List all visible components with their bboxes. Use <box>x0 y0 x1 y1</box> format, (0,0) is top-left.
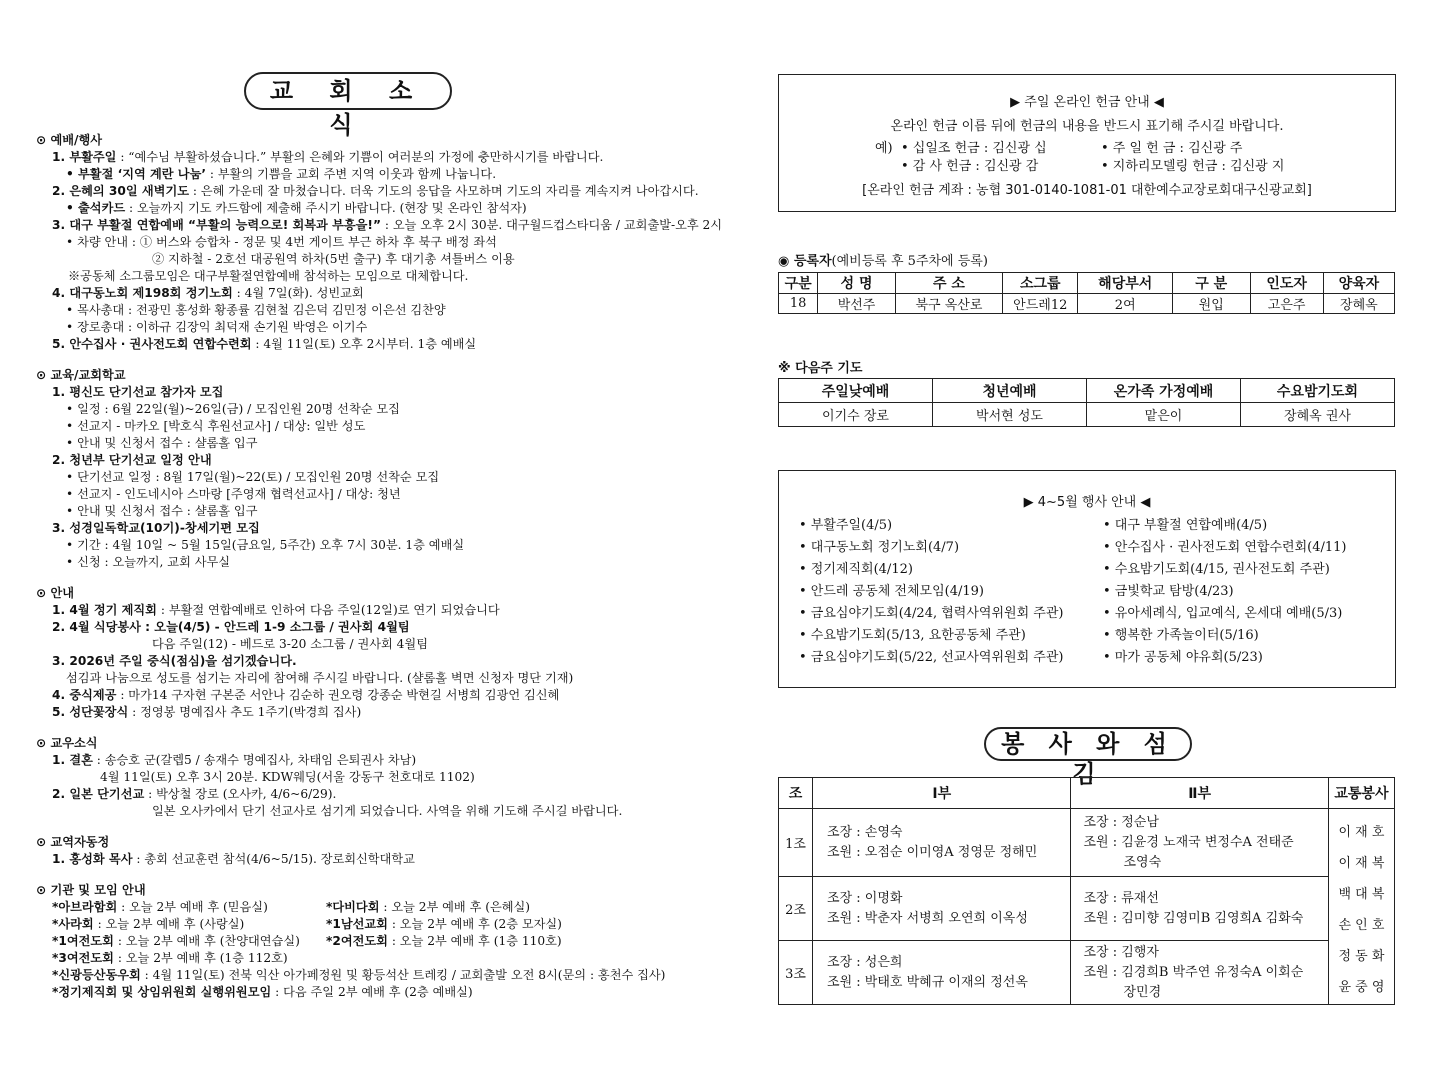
news-item-label: 4. 중식제공 <box>52 688 117 702</box>
news-line <box>36 752 726 769</box>
offering-box <box>778 74 1396 212</box>
news-item-text: : 송승호 군(갈렙5 / 송재수 명예집사, 차태임 은퇴권사 차남) <box>92 753 417 767</box>
news-line <box>36 520 726 537</box>
group-leader: 조장 : 류재선 <box>1083 890 1159 906</box>
event-item: • 수요밤기도회(4/15, 권사전도회 주관) <box>1103 562 1330 577</box>
news-line <box>36 602 726 619</box>
news-item-label: 2. 일본 단기선교 <box>52 787 145 801</box>
org-name: *정기제직회 및 상임위원회 실행위원모임 <box>52 985 272 999</box>
news-item-text: • 일정 : 6월 22일(월)~26일(금) / 모집인원 20명 선착순 모집 <box>66 402 400 416</box>
news-line <box>36 469 726 486</box>
news-item-label: 1. 4월 정기 제직회 <box>52 603 157 617</box>
news-line <box>36 285 726 302</box>
news-line <box>36 435 726 452</box>
news-item-text: • 목사총대 : 전광민 홍성화 황종률 김현철 김은덕 김민정 이은선 김찬양 <box>66 303 446 317</box>
registrant-cell: 장혜옥 <box>1323 294 1394 314</box>
event-item: • 대구 부활절 연합예배(4/5) <box>1103 518 1268 533</box>
group-leader: 조장 : 김행자 <box>1083 944 1159 960</box>
registrant-cell: 원입 <box>1172 294 1250 314</box>
service-row <box>779 809 1395 877</box>
prayer-header: 온가족 가정예배 <box>1087 379 1241 403</box>
news-item-text: : 은혜 가운데 잘 마쳤습니다. 더욱 기도의 응답을 사모하며 기도의 자리를 계속지켜 나아갑시다. <box>188 184 699 198</box>
news-line <box>36 217 726 234</box>
event-item: • 행복한 가족놀이터(5/16) <box>1103 628 1259 643</box>
org-name: *1여전도회 <box>52 934 114 948</box>
section-heading: ⊙ 교역자동정 <box>36 835 110 849</box>
group-members: 조원 : 박춘자 서병희 오연희 이옥성 <box>827 910 1028 926</box>
news-line <box>36 418 726 435</box>
news-item-text: • 안내 및 신청서 접수 : 샬롬홀 입구 <box>66 504 258 518</box>
registrant-cell: 고은주 <box>1250 294 1323 314</box>
offering-prefix: 예) <box>875 141 893 156</box>
org-info: : 오늘 2부 예배 후 (찬양대연습실) <box>113 934 300 948</box>
org-info: : 오늘 2부 예배 후 (2층 모자실) <box>387 917 562 931</box>
service-header: Ⅱ부 <box>1071 778 1328 809</box>
section-heading: ⊙ 교육/교회학교 <box>36 368 126 382</box>
org-info: : 오늘 2부 예배 후 (믿음실) <box>117 900 268 914</box>
registrant-title: ◉ 등록자 <box>778 254 832 269</box>
news-item-label: 4. 대구동노회 제198회 정기노회 <box>52 286 233 300</box>
offering-example: • 십일조 헌금 : 김신광 십 <box>901 141 1047 156</box>
org-info: : 오늘 2부 예배 후 (은혜실) <box>379 900 531 914</box>
service-row <box>779 877 1395 941</box>
event-item: • 금요심야기도회(4/24, 협력사역위원회 주관) <box>799 606 1064 621</box>
news-line <box>36 302 726 319</box>
org-name: *다비다회 <box>326 900 380 914</box>
prayer-header: 청년예배 <box>933 379 1087 403</box>
news-item-text: : 정영봉 명예집사 추도 1주기(박경희 집사) <box>128 705 362 719</box>
news-item-label: • 부활절 ‘지역 계란 나눔’ <box>66 167 206 181</box>
news-item-text: 다음 주일(12) - 베드로 3-20 소그룹 / 권사회 4월팀 <box>152 637 428 651</box>
service-header: 교통봉사 <box>1328 778 1394 809</box>
news-item-label: 5. 성단꽃장식 <box>52 705 129 719</box>
group-members: 조영숙 <box>1123 854 1162 870</box>
traffic-service <box>1328 809 1394 1005</box>
news-line <box>36 268 726 285</box>
prayer-header: 주일낮예배 <box>779 379 933 403</box>
section-heading: ⊙ 안내 <box>36 586 75 600</box>
event-item: • 대구동노회 정기노회(4/7) <box>799 540 960 555</box>
event-item: • 정기제직회(4/12) <box>799 562 913 577</box>
group-leader: 조장 : 손영숙 <box>827 824 903 840</box>
org-name: *아브라함회 <box>52 900 118 914</box>
org-entry <box>52 900 268 914</box>
service-row <box>779 941 1395 1005</box>
news-item-text: : 부활절 연합예배로 인하여 다음 주일(12일)로 연기 되었습니다 <box>156 603 500 617</box>
registrant-header: 해당부서 <box>1078 273 1173 294</box>
event-item: • 수요밤기도회(5/13, 요한공동체 주관) <box>799 628 1026 643</box>
service-part1 <box>813 877 1071 941</box>
event-item: • 안수집사 · 권사전도회 연합수련회(4/11) <box>1103 540 1347 555</box>
service-group: 3조 <box>779 941 813 1005</box>
registrant-cell: 박선주 <box>818 294 896 314</box>
news-line <box>36 401 726 418</box>
news-line <box>36 554 726 571</box>
news-line <box>36 537 726 554</box>
org-info: : 오늘 2부 예배 후 (사랑실) <box>93 917 245 931</box>
event-item: • 마가 공동체 야유회(5/23) <box>1103 650 1263 665</box>
news-line <box>36 486 726 503</box>
news-line <box>36 769 726 786</box>
news-item-text: • 신청 : 오늘까지, 교회 사무실 <box>66 555 231 569</box>
section-heading: ⊙ 기관 및 모임 안내 <box>36 883 146 897</box>
service-title: 봉 사 와 섬 김 <box>984 727 1192 761</box>
news-item-text: • 장로총대 : 이하규 김장익 최덕재 손기원 박영은 이기수 <box>66 320 368 334</box>
registrant-cell: 2여 <box>1078 294 1173 314</box>
org-entry <box>52 934 300 948</box>
news-item-label: 1. 부활주일 <box>52 150 117 164</box>
event-item: • 금빛학교 탐방(4/23) <box>1103 584 1234 599</box>
org-name: *3여전도회 <box>52 951 114 965</box>
org-row <box>36 916 726 933</box>
offering-account: [온라인 헌금 계좌 : 농협 301-0140-1081-01 대한예수교장로회대구신광교회] <box>862 183 1312 198</box>
news-line <box>36 384 726 401</box>
news-item-label: 3. 대구 부활절 연합예배 “부활의 능력으로! 회복과 부흥을!” <box>52 218 381 232</box>
org-row <box>36 933 726 950</box>
offering-line: 온라인 헌금 이름 뒤에 헌금의 내용을 반드시 표기해 주시길 바랍니다. <box>890 119 1284 134</box>
events-right-column <box>1103 515 1346 669</box>
news-item-text: 섬김과 나눔으로 성도를 섬기는 자리에 참여해 주시길 바랍니다. (샬롬홀 벽면 신청자 명단 기재) <box>66 671 574 685</box>
org-entry <box>326 899 530 916</box>
news-line <box>36 704 726 721</box>
event-item: • 부활주일(4/5) <box>799 518 893 533</box>
news-item-text: ② 지하철 - 2호선 대공원역 하차(5번 출구) 후 대기총 셔틀버스 이용 <box>152 252 515 266</box>
traffic-name: 윤 중 영 <box>1338 980 1385 995</box>
news-item-text: : 박상철 장로 (오사카, 4/6~6/29). <box>144 787 337 801</box>
org-row <box>36 950 726 967</box>
service-part2 <box>1071 877 1328 941</box>
news-line <box>36 336 726 353</box>
prayer-table <box>778 378 1395 427</box>
news-item-label: 3. 2026년 주일 중식(점심)을 섬기겠습니다. <box>52 654 297 668</box>
org-name: *사라회 <box>52 917 94 931</box>
news-item-label: 1. 평신도 단기선교 참가자 모집 <box>52 385 224 399</box>
news-line <box>36 166 726 183</box>
news-line <box>36 234 726 251</box>
news-item-label: 2. 청년부 단기선교 일정 안내 <box>52 453 212 467</box>
news-line <box>36 851 726 868</box>
news-line <box>36 251 726 268</box>
service-header: 조 <box>779 778 813 809</box>
events-box <box>778 470 1396 688</box>
group-members: 조원 : 김경희B 박주연 유정숙A 이회순 <box>1083 964 1304 980</box>
prayer-cell: 맡은이 <box>1087 403 1241 427</box>
section-heading: ⊙ 교우소식 <box>36 736 98 750</box>
news-line <box>36 503 726 520</box>
service-group: 1조 <box>779 809 813 877</box>
traffic-name: 정 동 화 <box>1338 949 1385 964</box>
registrant-header: 구 분 <box>1172 273 1250 294</box>
news-item-label: 1. 결혼 <box>52 753 93 767</box>
event-item: • 유아세례식, 입교예식, 온세대 예배(5/3) <box>1103 606 1343 621</box>
news-item-label: 3. 성경일독학교(10기)-창세기편 모집 <box>52 521 260 535</box>
org-name: *2여전도회 <box>326 934 388 948</box>
traffic-name: 백 대 복 <box>1338 887 1385 902</box>
prayer-title: ※ 다음주 기도 <box>778 361 863 376</box>
group-leader: 조장 : 성은희 <box>827 954 903 970</box>
events-left-column <box>799 515 1063 669</box>
news-line <box>36 786 726 803</box>
news-item-label: 1. 홍성화 목사 <box>52 852 133 866</box>
service-header: Ⅰ부 <box>813 778 1071 809</box>
registrant-cell: 18 <box>779 294 818 314</box>
service-part2 <box>1071 809 1328 877</box>
org-entry <box>326 933 562 950</box>
news-line <box>36 687 726 704</box>
offering-title: ▶ 주일 온라인 헌금 안내 ◀ <box>1010 95 1164 110</box>
news-item-text: • 차량 안내 : ① 버스와 승합차 - 정문 및 4번 게이트 부근 하차 후 북구 배정 좌석 <box>66 235 497 249</box>
news-line <box>36 803 726 820</box>
offering-example: • 주 일 헌 금 : 김신광 주 <box>1101 141 1243 156</box>
org-entry <box>326 916 562 933</box>
prayer-cell: 장혜옥 권사 <box>1241 403 1395 427</box>
traffic-name: 이 재 호 <box>1338 825 1385 840</box>
registrant-header: 주 소 <box>895 273 1002 294</box>
news-item-text: 일본 오사카에서 단기 선교사로 섬기게 되었습니다. 사역을 위해 기도해 주시길 바랍니다. <box>152 804 623 818</box>
service-table <box>778 777 1395 1005</box>
news-item-text: ※공동체 소그룹모임은 대구부활절연합예배 참석하는 모임으로 대체합니다. <box>68 269 469 283</box>
org-info: : 오늘 2부 예배 후 (1층 112호) <box>113 951 288 965</box>
news-item-text: : 4월 7일(화). 성빈교회 <box>232 286 364 300</box>
traffic-name: 이 재 복 <box>1338 856 1385 871</box>
news-item-label: 2. 4월 식당봉사 : 오늘(4/5) - 안드레 1-9 소그룹 / 권사회 4월팀 <box>52 620 410 634</box>
news-item-text: : 오늘까지 기도 카드함에 제출해 주시기 바랍니다. (현장 및 온라인 참석자) <box>125 201 527 215</box>
news-item-text: : 부활의 기쁨을 교회 주변 지역 이웃과 함께 나눕니다. <box>205 167 497 181</box>
org-row <box>36 967 726 984</box>
group-leader: 조장 : 이명화 <box>827 890 903 906</box>
group-members: 조원 : 오점순 이미영A 정영문 정해민 <box>827 844 1038 860</box>
org-info: : 다음 주일 2부 예배 후 (2층 예배실) <box>271 985 473 999</box>
news-item-text: • 안내 및 신청서 접수 : 샬롬홀 입구 <box>66 436 258 450</box>
group-members: 장민경 <box>1123 984 1162 1000</box>
registrant-cell: 안드레12 <box>1003 294 1078 314</box>
group-leader: 조장 : 정순남 <box>1083 814 1159 830</box>
org-row <box>36 984 726 1001</box>
news-line <box>36 200 726 217</box>
news-line <box>36 183 726 200</box>
org-name: *신광등산동우회 <box>52 968 141 982</box>
registrant-header: 구분 <box>779 273 818 294</box>
news-line <box>36 149 726 166</box>
news-item-text: : 마가14 구자현 구본준 서안나 김순하 권오령 강종순 박현길 서병희 김광언 김신혜 <box>116 688 560 702</box>
registrant-heading <box>778 250 988 269</box>
news-item-text: • 선교지 - 마카오 [박호식 후원선교사] / 대상: 일반 성도 <box>66 419 366 433</box>
prayer-cell: 이기수 장로 <box>779 403 933 427</box>
prayer-cell: 박서현 성도 <box>933 403 1087 427</box>
event-item: • 금요심야기도회(5/22, 선교사역위원회 주관) <box>799 650 1064 665</box>
news-item-text: • 선교지 - 인도네시아 스마랑 [주영재 협력선교사] / 대상: 청년 <box>66 487 401 501</box>
org-info: : 4월 11일(토) 전북 익산 아가페정원 및 황등석산 트레킹 / 교회출발 오전 8시(문의 : 홍천수 집사) <box>140 968 666 982</box>
org-entry <box>52 917 244 931</box>
service-group: 2조 <box>779 877 813 941</box>
registrant-table <box>778 272 1395 314</box>
news-line <box>36 670 726 687</box>
registrant-header: 양육자 <box>1323 273 1394 294</box>
church-news-body <box>36 132 726 1001</box>
news-item-text: • 단기선교 일정 : 8월 17일(월)~22(토) / 모집인원 20명 선착순 모집 <box>66 470 440 484</box>
group-members: 조원 : 박태호 박혜규 이재의 정선옥 <box>827 974 1028 990</box>
traffic-name: 손 인 호 <box>1338 918 1385 933</box>
news-item-label: • 출석카드 <box>66 201 126 215</box>
news-item-text: : 총회 선교훈련 참석(4/6~5/15). 장로회신학대학교 <box>132 852 415 866</box>
news-line <box>36 636 726 653</box>
service-part1 <box>813 809 1071 877</box>
news-item-text: : 4월 11일(토) 오후 2시부터. 1층 예배실 <box>251 337 477 351</box>
registrant-header: 소그룹 <box>1003 273 1078 294</box>
group-members: 조원 : 김윤경 노재국 변정수A 전태준 <box>1083 834 1294 850</box>
service-part1 <box>813 941 1071 1005</box>
registrant-header: 인도자 <box>1250 273 1323 294</box>
section-heading: ⊙ 예배/행사 <box>36 133 102 147</box>
news-item-text: 4월 11일(토) 오후 3시 20분. KDW웨딩(서울 강동구 천호대로 1102) <box>100 770 475 784</box>
registrant-header: 성 명 <box>818 273 896 294</box>
news-item-label: 2. 은혜의 30일 새벽기도 <box>52 184 189 198</box>
service-part2 <box>1071 941 1328 1005</box>
news-line <box>36 319 726 336</box>
news-line <box>36 653 726 670</box>
registrant-note: (예비등록 후 5주차에 등록) <box>831 254 988 269</box>
news-line <box>36 619 726 636</box>
news-line <box>36 452 726 469</box>
news-item-text: : 오늘 오후 2시 30분. 대구월드컵스타디움 / 교회출발-오후 2시 <box>380 218 723 232</box>
prayer-header: 수요밤기도회 <box>1241 379 1395 403</box>
org-row <box>36 899 726 916</box>
org-name: *1남선교회 <box>326 917 388 931</box>
events-title: ▶ 4~5월 행사 안내 ◀ <box>1023 495 1151 510</box>
group-members: 조원 : 김미향 김영미B 김영희A 김화숙 <box>1083 910 1304 926</box>
org-info: : 오늘 2부 예배 후 (1층 110호) <box>387 934 562 948</box>
news-item-text: : “예수님 부활하셨습니다.” 부활의 은혜와 기쁨이 여러분의 가정에 충만하시기를 바랍니다. <box>116 150 604 164</box>
offering-example: • 지하리모델링 헌금 : 김신광 지 <box>1101 159 1285 174</box>
offering-example: • 감 사 헌금 : 김신광 감 <box>901 159 1039 174</box>
news-item-label: 5. 안수집사 · 권사전도회 연합수련회 <box>52 337 252 351</box>
news-item-text: • 기간 : 4월 10일 ~ 5월 15일(금요일, 5주간) 오후 7시 30분. 1층 예배실 <box>66 538 465 552</box>
church-news-title: 교 회 소 식 <box>244 72 452 110</box>
registrant-cell: 북구 옥산로 <box>895 294 1002 314</box>
event-item: • 안드레 공동체 전체모임(4/19) <box>799 584 984 599</box>
